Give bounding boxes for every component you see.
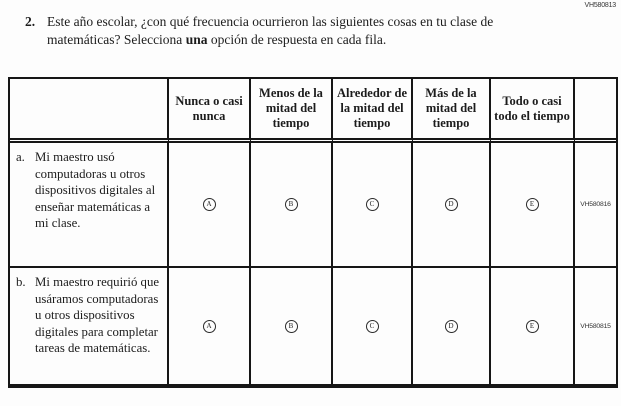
column-header-mas: Más de la mitad del tiempo <box>413 79 491 143</box>
row-a-text: Mi maestro usó computadoras u otros dispositivos digitales al enseñar matemáticas a mi clase. <box>35 150 156 230</box>
response-matrix-table <box>8 77 618 388</box>
header-code-cell <box>575 79 616 143</box>
row-b-option-bubble-b[interactable]: B <box>285 320 298 333</box>
column-header-menos: Menos de la mitad del tiempo <box>251 79 333 143</box>
column-header-todo: Todo o casi todo el tiempo <box>491 79 575 143</box>
column-header-alrededor: Alrededor de la mitad del tiempo <box>333 79 413 143</box>
row-b-option-cell-a <box>169 268 251 384</box>
row-b-label: b. <box>16 275 26 289</box>
row-a-option-cell-a <box>169 143 251 268</box>
row-a-statement <box>10 143 169 268</box>
row-a-option-bubble-d[interactable]: D <box>445 198 458 211</box>
question <box>25 13 565 49</box>
question-text-part1: Este año escolar, ¿con qué frecuencia ocurrieron las siguientes cosas en tu clase de matemáticas? Selecciona <box>47 14 494 47</box>
row-a-option-cell-c <box>333 143 413 268</box>
row-b-text: Mi maestro requirió que usáramos computadoras u otros dispositivos digitales para completar tareas de matemáticas. <box>35 275 160 355</box>
row-a-option-bubble-c[interactable]: C <box>366 198 379 211</box>
question-text-part2: opción de respuesta en cada fila. <box>207 32 387 47</box>
row-a-item-code: VH580816 <box>575 143 616 268</box>
row-b-option-bubble-a[interactable]: A <box>203 320 216 333</box>
question-text <box>47 13 560 49</box>
row-a-option-bubble-a[interactable]: A <box>203 198 216 211</box>
row-a-option-cell-b <box>251 143 333 268</box>
row-b-option-cell-c <box>333 268 413 384</box>
header-empty-cell <box>10 79 169 143</box>
row-b-statement <box>10 268 169 384</box>
row-a-option-bubble-e[interactable]: E <box>526 198 539 211</box>
row-b-option-cell-b <box>251 268 333 384</box>
row-a-option-bubble-b[interactable]: B <box>285 198 298 211</box>
question-number: 2. <box>25 14 36 29</box>
row-b-option-bubble-c[interactable]: C <box>366 320 379 333</box>
row-a-label: a. <box>16 150 25 164</box>
question-bold-word: una <box>185 32 208 47</box>
row-b-option-cell-e <box>491 268 575 384</box>
row-a-option-cell-d <box>413 143 491 268</box>
row-b-option-cell-d <box>413 268 491 384</box>
column-header-nunca: Nunca o casi nunca <box>169 79 251 143</box>
row-b-item-code: VH580815 <box>580 322 611 330</box>
row-a-option-cell-e <box>491 143 575 268</box>
row-b-option-bubble-e[interactable]: E <box>526 320 539 333</box>
row-b-option-bubble-d[interactable]: D <box>445 320 458 333</box>
page-code: VH580813 <box>584 2 616 9</box>
